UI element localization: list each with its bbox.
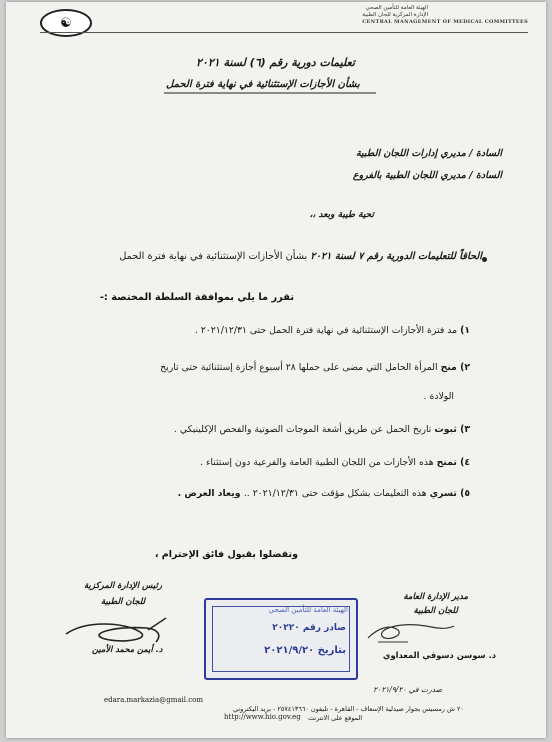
item-text: هذه التعليمات بشكل مؤقت حتى ٢٠٢١/١٢/٣١ .. <box>243 488 430 499</box>
item-number: ١) <box>460 325 470 336</box>
header-arabic-line: الإدارة المركزية للجان الطبية <box>362 11 428 18</box>
item-number: ٤) <box>460 457 470 468</box>
item-number: ٢) <box>460 362 470 373</box>
greeting: تحية طيبة وبعد ،، <box>309 210 374 220</box>
addressee-line: السادة / مديري اللجان الطبية بالفروع <box>352 170 502 181</box>
item-text: المرأة الحامل التي مضى على حملها ٢٨ أسبوع أجازة إستثنائية حتى تاريخ <box>160 362 441 373</box>
reference-text: بشأن الأجازات الإستثنائية في نهاية فترة الحمل <box>119 251 311 262</box>
footer-email: edara.markazia@gmail.com <box>104 696 203 704</box>
reference-lead: الحاقاً للتعليمات الدورية رقم ٧ لسنة ٢٠٢١ <box>310 251 482 262</box>
item-text: هذه الأجازات من اللجان الطبية العامة والفرعية دون إستثناء . <box>200 457 437 468</box>
footer-website-label: الموقع على الانترنت <box>308 714 363 722</box>
signatory-title-line: للجان الطبية <box>413 606 458 616</box>
stamp-border <box>212 606 350 672</box>
stamp-organization: الهيئة العامة للتأمين الصحي <box>268 606 348 614</box>
stamp-date: بتاريخ ٢٠٢١/٩/٢٠ <box>264 645 346 656</box>
footer-website: http://www.hio.gov.eg <box>224 713 301 721</box>
item-text: مد فترة الأجازات الإستثنائية في نهاية فترة الحمل حتى ٢٠٢١/١٢/٣١ . <box>194 325 461 336</box>
document-subject: بشأن الأجازات الإستثنائية في نهاية فترة الحمل <box>166 79 360 90</box>
document-title: تعليمات دورية رقم (٦) لسنة ٢٠٢١ <box>196 56 355 69</box>
item-lead: تسري <box>429 488 461 499</box>
stamp-number: صادر رقم ٢٠٢٢٠ <box>272 623 346 633</box>
item-number: ٥) <box>460 488 470 499</box>
item-lead: تمنح <box>436 457 461 468</box>
closing-line: وتفضلوا بقبول فائق الإحترام ، <box>154 549 298 560</box>
signatory-left-name: د. أيمن محمد الأمين <box>92 644 163 654</box>
item-text: تاريخ الحمل عن طريق أشعة الموجات الصوتية والفحص الإكلينيكي . <box>173 424 435 435</box>
issue-date: صدرت في ٢٠٢١/٩/٢٠ <box>373 685 442 694</box>
signatory-right-name: د. سوسن دسوقي المعداوي <box>382 650 496 660</box>
decision-item-continuation: الولادة . <box>423 391 454 402</box>
logo-glyph: ☯ <box>60 15 72 31</box>
signatory-title-line: للجان الطبية <box>100 597 146 607</box>
item-lead: ثبوت <box>434 424 461 435</box>
document-page <box>6 2 546 738</box>
item-lead: منح <box>440 362 461 373</box>
item-number: ٣) <box>460 424 470 435</box>
header-english: CENTRAL MANAGEMENT OF MEDICAL COMMITTEES <box>362 19 528 25</box>
signatory-title-line: مدير الإدارة العامة <box>403 592 468 602</box>
footer-address: ٢٠ ش رمسيس بجوار صيدلية الإسعاف - القاهرة - تليفون ٢٥٧٤١٣٦٦٠ - بريد اليكتروني <box>232 705 464 713</box>
addressee-line: السادة / مديري إدارات اللجان الطبية <box>355 148 502 159</box>
item-tail: ويعاد العرض . <box>177 488 244 499</box>
registry-stamp <box>204 598 358 680</box>
signatory-title-line: رئيس الإدارة المركزية <box>84 581 162 591</box>
header-arabic-line: الهيئة العامة للتأمين الصحي <box>365 5 428 11</box>
decision-header: تقرر ما يلي بموافقة السلطة المختصة :- <box>99 292 294 303</box>
